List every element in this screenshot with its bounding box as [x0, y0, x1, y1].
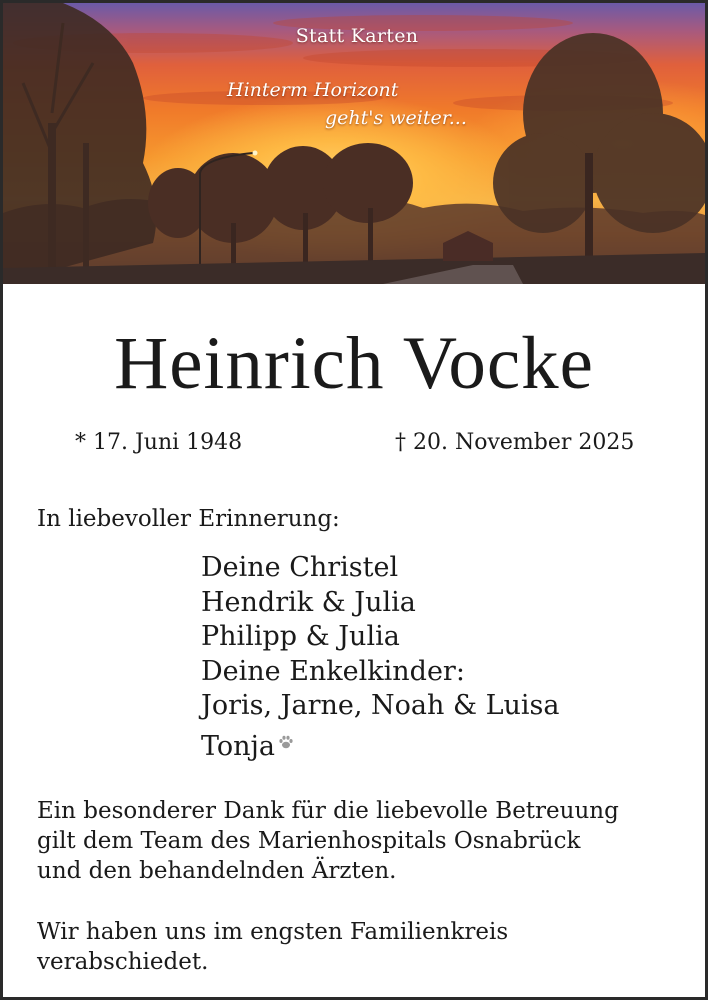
- mourner-item: Deine Christel: [201, 552, 399, 583]
- death-date: † 20. November 2025: [395, 430, 635, 455]
- thanks-line: gilt dem Team des Marienhospitals Osnabrück: [37, 828, 581, 854]
- birth-date: * 17. Juni 1948: [75, 430, 243, 455]
- thanks-paragraph: [37, 796, 619, 886]
- statt-karten-label: Statt Karten: [295, 25, 419, 47]
- mourner-item: Philipp & Julia: [201, 621, 400, 653]
- farewell-line: Wir haben uns im engsten Familienkreis: [37, 919, 509, 945]
- mourner-item: Deine Enkelkinder:: [201, 655, 465, 687]
- remembrance-intro: In liebevoller Erinnerung:: [37, 506, 340, 532]
- farewell-line: verabschiedet.: [37, 949, 209, 975]
- mourner-item: Hendrik & Julia: [201, 586, 416, 618]
- thanks-line: und den behandelnden Ärzten.: [37, 858, 397, 884]
- motto-line-2: geht's weiter...: [325, 107, 467, 129]
- mourners-list: [201, 551, 559, 765]
- mourner-item: Joris, Jarne, Noah & Luisa: [201, 690, 560, 722]
- mourner-item-pet: [201, 724, 559, 765]
- farewell-paragraph: [37, 917, 508, 977]
- sunset-photo: [3, 3, 705, 284]
- thanks-line: Ein besonderer Dank für die liebevolle Betreuung: [37, 798, 619, 824]
- mourner-pet-name: Tonja: [201, 730, 276, 762]
- paw-print-icon: [278, 724, 294, 759]
- deceased-name: Heinrich Vocke: [114, 322, 594, 405]
- motto-line-1: Hinterm Horizont: [227, 79, 399, 101]
